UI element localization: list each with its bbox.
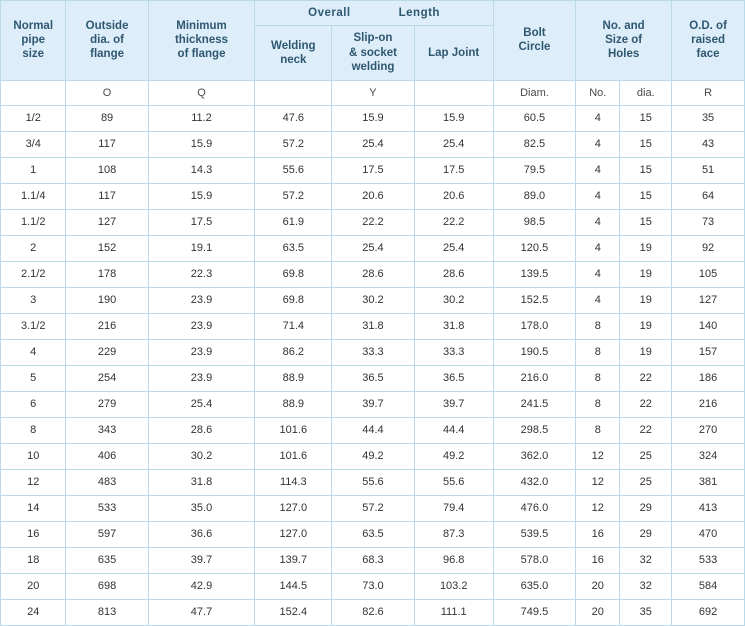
cell-hole-dia: 15 <box>620 105 672 131</box>
cell-normal-pipe-size: 10 <box>1 443 66 469</box>
cell-no-holes: 8 <box>576 339 620 365</box>
cell-welding-neck: 101.6 <box>255 443 332 469</box>
cell-lap-joint: 22.2 <box>414 209 493 235</box>
cell-outside-dia: 108 <box>66 157 148 183</box>
cell-lap-joint: 44.4 <box>414 417 493 443</box>
cell-normal-pipe-size: 12 <box>1 469 66 495</box>
cell-slip-on: 49.2 <box>332 443 414 469</box>
cell-hole-dia: 19 <box>620 261 672 287</box>
symbol-no: No. <box>576 80 620 105</box>
cell-lap-joint: 28.6 <box>414 261 493 287</box>
table-row <box>1 339 745 365</box>
cell-hole-dia: 22 <box>620 365 672 391</box>
table-row <box>1 183 745 209</box>
cell-no-holes: 8 <box>576 391 620 417</box>
cell-normal-pipe-size: 3.1/2 <box>1 313 66 339</box>
table-row <box>1 287 745 313</box>
cell-min-thickness: 23.9 <box>148 339 255 365</box>
table-body <box>1 80 745 625</box>
cell-slip-on: 17.5 <box>332 157 414 183</box>
symbol-od-raised: R <box>672 80 745 105</box>
cell-outside-dia: 190 <box>66 287 148 313</box>
cell-min-thickness: 14.3 <box>148 157 255 183</box>
cell-lap-joint: 55.6 <box>414 469 493 495</box>
cell-hole-dia: 15 <box>620 209 672 235</box>
cell-od-raised-face: 127 <box>672 287 745 313</box>
cell-hole-dia: 25 <box>620 469 672 495</box>
cell-welding-neck: 57.2 <box>255 183 332 209</box>
cell-no-holes: 4 <box>576 235 620 261</box>
cell-no-holes: 16 <box>576 547 620 573</box>
cell-hole-dia: 35 <box>620 599 672 625</box>
cell-bolt-circle: 79.5 <box>493 157 575 183</box>
cell-no-holes: 16 <box>576 521 620 547</box>
cell-outside-dia: 117 <box>66 183 148 209</box>
cell-normal-pipe-size: 6 <box>1 391 66 417</box>
cell-normal-pipe-size: 14 <box>1 495 66 521</box>
cell-welding-neck: 57.2 <box>255 131 332 157</box>
cell-min-thickness: 28.6 <box>148 417 255 443</box>
cell-welding-neck: 69.8 <box>255 287 332 313</box>
cell-hole-dia: 29 <box>620 521 672 547</box>
header-bolt-circle: Bolt Circle <box>493 1 575 81</box>
cell-welding-neck: 101.6 <box>255 417 332 443</box>
cell-slip-on: 57.2 <box>332 495 414 521</box>
symbol-lap-joint <box>414 80 493 105</box>
table-row <box>1 209 745 235</box>
header-no-and-size-of-holes: No. and Size of Holes <box>576 1 672 81</box>
header-od-raised-face: O.D. of raised face <box>672 1 745 81</box>
cell-bolt-circle: 539.5 <box>493 521 575 547</box>
cell-lap-joint: 25.4 <box>414 235 493 261</box>
cell-normal-pipe-size: 18 <box>1 547 66 573</box>
cell-min-thickness: 23.9 <box>148 365 255 391</box>
cell-outside-dia: 152 <box>66 235 148 261</box>
cell-normal-pipe-size: 1/2 <box>1 105 66 131</box>
cell-no-holes: 20 <box>576 599 620 625</box>
cell-min-thickness: 11.2 <box>148 105 255 131</box>
cell-normal-pipe-size: 16 <box>1 521 66 547</box>
cell-slip-on: 31.8 <box>332 313 414 339</box>
cell-hole-dia: 22 <box>620 417 672 443</box>
table-row <box>1 443 745 469</box>
cell-outside-dia: 597 <box>66 521 148 547</box>
cell-welding-neck: 127.0 <box>255 521 332 547</box>
cell-slip-on: 82.6 <box>332 599 414 625</box>
cell-hole-dia: 32 <box>620 547 672 573</box>
cell-od-raised-face: 413 <box>672 495 745 521</box>
cell-slip-on: 25.4 <box>332 131 414 157</box>
cell-lap-joint: 39.7 <box>414 391 493 417</box>
cell-slip-on: 44.4 <box>332 417 414 443</box>
table-row <box>1 417 745 443</box>
cell-normal-pipe-size: 1.1/2 <box>1 209 66 235</box>
cell-slip-on: 25.4 <box>332 235 414 261</box>
table-row <box>1 521 745 547</box>
cell-normal-pipe-size: 2 <box>1 235 66 261</box>
cell-bolt-circle: 82.5 <box>493 131 575 157</box>
cell-min-thickness: 42.9 <box>148 573 255 599</box>
table-row <box>1 469 745 495</box>
symbol-outside-dia: O <box>66 80 148 105</box>
table-row <box>1 365 745 391</box>
cell-od-raised-face: 73 <box>672 209 745 235</box>
cell-welding-neck: 86.2 <box>255 339 332 365</box>
cell-slip-on: 30.2 <box>332 287 414 313</box>
cell-welding-neck: 152.4 <box>255 599 332 625</box>
cell-od-raised-face: 157 <box>672 339 745 365</box>
cell-bolt-circle: 178.0 <box>493 313 575 339</box>
cell-lap-joint: 87.3 <box>414 521 493 547</box>
header-row-main <box>1 1 745 26</box>
cell-outside-dia: 698 <box>66 573 148 599</box>
cell-welding-neck: 139.7 <box>255 547 332 573</box>
header-normal-pipe-size: Normal pipe size <box>1 1 66 81</box>
cell-hole-dia: 25 <box>620 443 672 469</box>
cell-bolt-circle: 120.5 <box>493 235 575 261</box>
cell-outside-dia: 229 <box>66 339 148 365</box>
cell-lap-joint: 103.2 <box>414 573 493 599</box>
symbol-min-thickness: Q <box>148 80 255 105</box>
cell-no-holes: 20 <box>576 573 620 599</box>
cell-od-raised-face: 270 <box>672 417 745 443</box>
cell-lap-joint: 49.2 <box>414 443 493 469</box>
cell-bolt-circle: 635.0 <box>493 573 575 599</box>
cell-od-raised-face: 216 <box>672 391 745 417</box>
cell-welding-neck: 61.9 <box>255 209 332 235</box>
cell-slip-on: 33.3 <box>332 339 414 365</box>
cell-od-raised-face: 51 <box>672 157 745 183</box>
cell-no-holes: 4 <box>576 183 620 209</box>
cell-od-raised-face: 43 <box>672 131 745 157</box>
cell-welding-neck: 127.0 <box>255 495 332 521</box>
cell-outside-dia: 635 <box>66 547 148 573</box>
cell-outside-dia: 813 <box>66 599 148 625</box>
cell-normal-pipe-size: 3 <box>1 287 66 313</box>
cell-min-thickness: 39.7 <box>148 547 255 573</box>
cell-slip-on: 15.9 <box>332 105 414 131</box>
cell-hole-dia: 19 <box>620 287 672 313</box>
cell-lap-joint: 36.5 <box>414 365 493 391</box>
table-row <box>1 391 745 417</box>
cell-od-raised-face: 92 <box>672 235 745 261</box>
cell-lap-joint: 15.9 <box>414 105 493 131</box>
cell-od-raised-face: 186 <box>672 365 745 391</box>
symbol-row <box>1 80 745 105</box>
cell-no-holes: 8 <box>576 365 620 391</box>
cell-lap-joint: 20.6 <box>414 183 493 209</box>
cell-no-holes: 12 <box>576 495 620 521</box>
cell-normal-pipe-size: 2.1/2 <box>1 261 66 287</box>
header-overall-length-group <box>255 1 494 26</box>
cell-min-thickness: 47.7 <box>148 599 255 625</box>
cell-hole-dia: 19 <box>620 339 672 365</box>
symbol-normal-pipe-size <box>1 80 66 105</box>
cell-lap-joint: 96.8 <box>414 547 493 573</box>
cell-bolt-circle: 476.0 <box>493 495 575 521</box>
cell-hole-dia: 15 <box>620 157 672 183</box>
cell-lap-joint: 30.2 <box>414 287 493 313</box>
cell-normal-pipe-size: 3/4 <box>1 131 66 157</box>
cell-no-holes: 8 <box>576 313 620 339</box>
cell-slip-on: 28.6 <box>332 261 414 287</box>
cell-od-raised-face: 533 <box>672 547 745 573</box>
table-row <box>1 157 745 183</box>
cell-min-thickness: 15.9 <box>148 183 255 209</box>
cell-outside-dia: 483 <box>66 469 148 495</box>
cell-outside-dia: 117 <box>66 131 148 157</box>
cell-normal-pipe-size: 8 <box>1 417 66 443</box>
cell-outside-dia: 216 <box>66 313 148 339</box>
cell-bolt-circle: 298.5 <box>493 417 575 443</box>
header-slip-on-socket-welding: Slip-on & socket welding <box>332 26 414 80</box>
header-lap-joint: Lap Joint <box>414 26 493 80</box>
cell-lap-joint: 79.4 <box>414 495 493 521</box>
cell-min-thickness: 23.9 <box>148 313 255 339</box>
cell-od-raised-face: 64 <box>672 183 745 209</box>
cell-min-thickness: 15.9 <box>148 131 255 157</box>
cell-outside-dia: 127 <box>66 209 148 235</box>
header-outside-dia: Outside dia. of flange <box>66 1 148 81</box>
cell-hole-dia: 19 <box>620 313 672 339</box>
cell-outside-dia: 254 <box>66 365 148 391</box>
cell-normal-pipe-size: 5 <box>1 365 66 391</box>
table-row <box>1 105 745 131</box>
cell-hole-dia: 15 <box>620 183 672 209</box>
cell-min-thickness: 31.8 <box>148 469 255 495</box>
table-row <box>1 235 745 261</box>
cell-hole-dia: 29 <box>620 495 672 521</box>
cell-od-raised-face: 105 <box>672 261 745 287</box>
cell-no-holes: 4 <box>576 157 620 183</box>
table-row <box>1 131 745 157</box>
cell-welding-neck: 55.6 <box>255 157 332 183</box>
cell-normal-pipe-size: 1.1/4 <box>1 183 66 209</box>
cell-no-holes: 4 <box>576 209 620 235</box>
cell-no-holes: 12 <box>576 469 620 495</box>
cell-normal-pipe-size: 4 <box>1 339 66 365</box>
cell-od-raised-face: 470 <box>672 521 745 547</box>
cell-outside-dia: 178 <box>66 261 148 287</box>
cell-welding-neck: 47.6 <box>255 105 332 131</box>
cell-hole-dia: 19 <box>620 235 672 261</box>
cell-bolt-circle: 98.5 <box>493 209 575 235</box>
cell-slip-on: 63.5 <box>332 521 414 547</box>
symbol-slip-on: Y <box>332 80 414 105</box>
cell-welding-neck: 88.9 <box>255 365 332 391</box>
cell-lap-joint: 31.8 <box>414 313 493 339</box>
cell-bolt-circle: 60.5 <box>493 105 575 131</box>
cell-hole-dia: 32 <box>620 573 672 599</box>
symbol-dia: dia. <box>620 80 672 105</box>
cell-welding-neck: 71.4 <box>255 313 332 339</box>
cell-min-thickness: 30.2 <box>148 443 255 469</box>
cell-welding-neck: 88.9 <box>255 391 332 417</box>
cell-welding-neck: 114.3 <box>255 469 332 495</box>
header-welding-neck: Welding neck <box>255 26 332 80</box>
cell-bolt-circle: 216.0 <box>493 365 575 391</box>
cell-min-thickness: 23.9 <box>148 287 255 313</box>
cell-outside-dia: 343 <box>66 417 148 443</box>
cell-welding-neck: 69.8 <box>255 261 332 287</box>
cell-bolt-circle: 190.5 <box>493 339 575 365</box>
cell-outside-dia: 533 <box>66 495 148 521</box>
symbol-welding-neck <box>255 80 332 105</box>
cell-outside-dia: 406 <box>66 443 148 469</box>
cell-od-raised-face: 324 <box>672 443 745 469</box>
cell-bolt-circle: 89.0 <box>493 183 575 209</box>
cell-slip-on: 20.6 <box>332 183 414 209</box>
cell-min-thickness: 17.5 <box>148 209 255 235</box>
table-row <box>1 573 745 599</box>
cell-slip-on: 39.7 <box>332 391 414 417</box>
cell-slip-on: 73.0 <box>332 573 414 599</box>
cell-min-thickness: 25.4 <box>148 391 255 417</box>
cell-no-holes: 8 <box>576 417 620 443</box>
cell-lap-joint: 111.1 <box>414 599 493 625</box>
table-row <box>1 547 745 573</box>
cell-hole-dia: 22 <box>620 391 672 417</box>
cell-no-holes: 4 <box>576 131 620 157</box>
symbol-bolt-circle: Diam. <box>493 80 575 105</box>
cell-bolt-circle: 432.0 <box>493 469 575 495</box>
cell-slip-on: 36.5 <box>332 365 414 391</box>
cell-lap-joint: 33.3 <box>414 339 493 365</box>
cell-normal-pipe-size: 24 <box>1 599 66 625</box>
cell-bolt-circle: 152.5 <box>493 287 575 313</box>
cell-min-thickness: 36.6 <box>148 521 255 547</box>
cell-od-raised-face: 692 <box>672 599 745 625</box>
cell-no-holes: 4 <box>576 287 620 313</box>
cell-min-thickness: 35.0 <box>148 495 255 521</box>
cell-bolt-circle: 578.0 <box>493 547 575 573</box>
cell-lap-joint: 25.4 <box>414 131 493 157</box>
cell-normal-pipe-size: 1 <box>1 157 66 183</box>
cell-lap-joint: 17.5 <box>414 157 493 183</box>
cell-slip-on: 55.6 <box>332 469 414 495</box>
cell-no-holes: 12 <box>576 443 620 469</box>
table-row <box>1 313 745 339</box>
cell-outside-dia: 279 <box>66 391 148 417</box>
header-min-thickness: Minimum thickness of flange <box>148 1 255 81</box>
cell-no-holes: 4 <box>576 261 620 287</box>
header-length-label: Length <box>398 7 440 19</box>
cell-welding-neck: 63.5 <box>255 235 332 261</box>
cell-od-raised-face: 35 <box>672 105 745 131</box>
cell-no-holes: 4 <box>576 105 620 131</box>
cell-od-raised-face: 584 <box>672 573 745 599</box>
cell-od-raised-face: 381 <box>672 469 745 495</box>
cell-slip-on: 68.3 <box>332 547 414 573</box>
cell-od-raised-face: 140 <box>672 313 745 339</box>
cell-bolt-circle: 749.5 <box>493 599 575 625</box>
table-row <box>1 599 745 625</box>
cell-slip-on: 22.2 <box>332 209 414 235</box>
header-overall-label: Overall <box>308 7 351 19</box>
cell-bolt-circle: 241.5 <box>493 391 575 417</box>
cell-normal-pipe-size: 20 <box>1 573 66 599</box>
cell-bolt-circle: 139.5 <box>493 261 575 287</box>
cell-hole-dia: 15 <box>620 131 672 157</box>
table-header <box>1 1 745 81</box>
cell-bolt-circle: 362.0 <box>493 443 575 469</box>
cell-outside-dia: 89 <box>66 105 148 131</box>
table-row <box>1 495 745 521</box>
cell-min-thickness: 19.1 <box>148 235 255 261</box>
table-row <box>1 261 745 287</box>
cell-welding-neck: 144.5 <box>255 573 332 599</box>
cell-min-thickness: 22.3 <box>148 261 255 287</box>
